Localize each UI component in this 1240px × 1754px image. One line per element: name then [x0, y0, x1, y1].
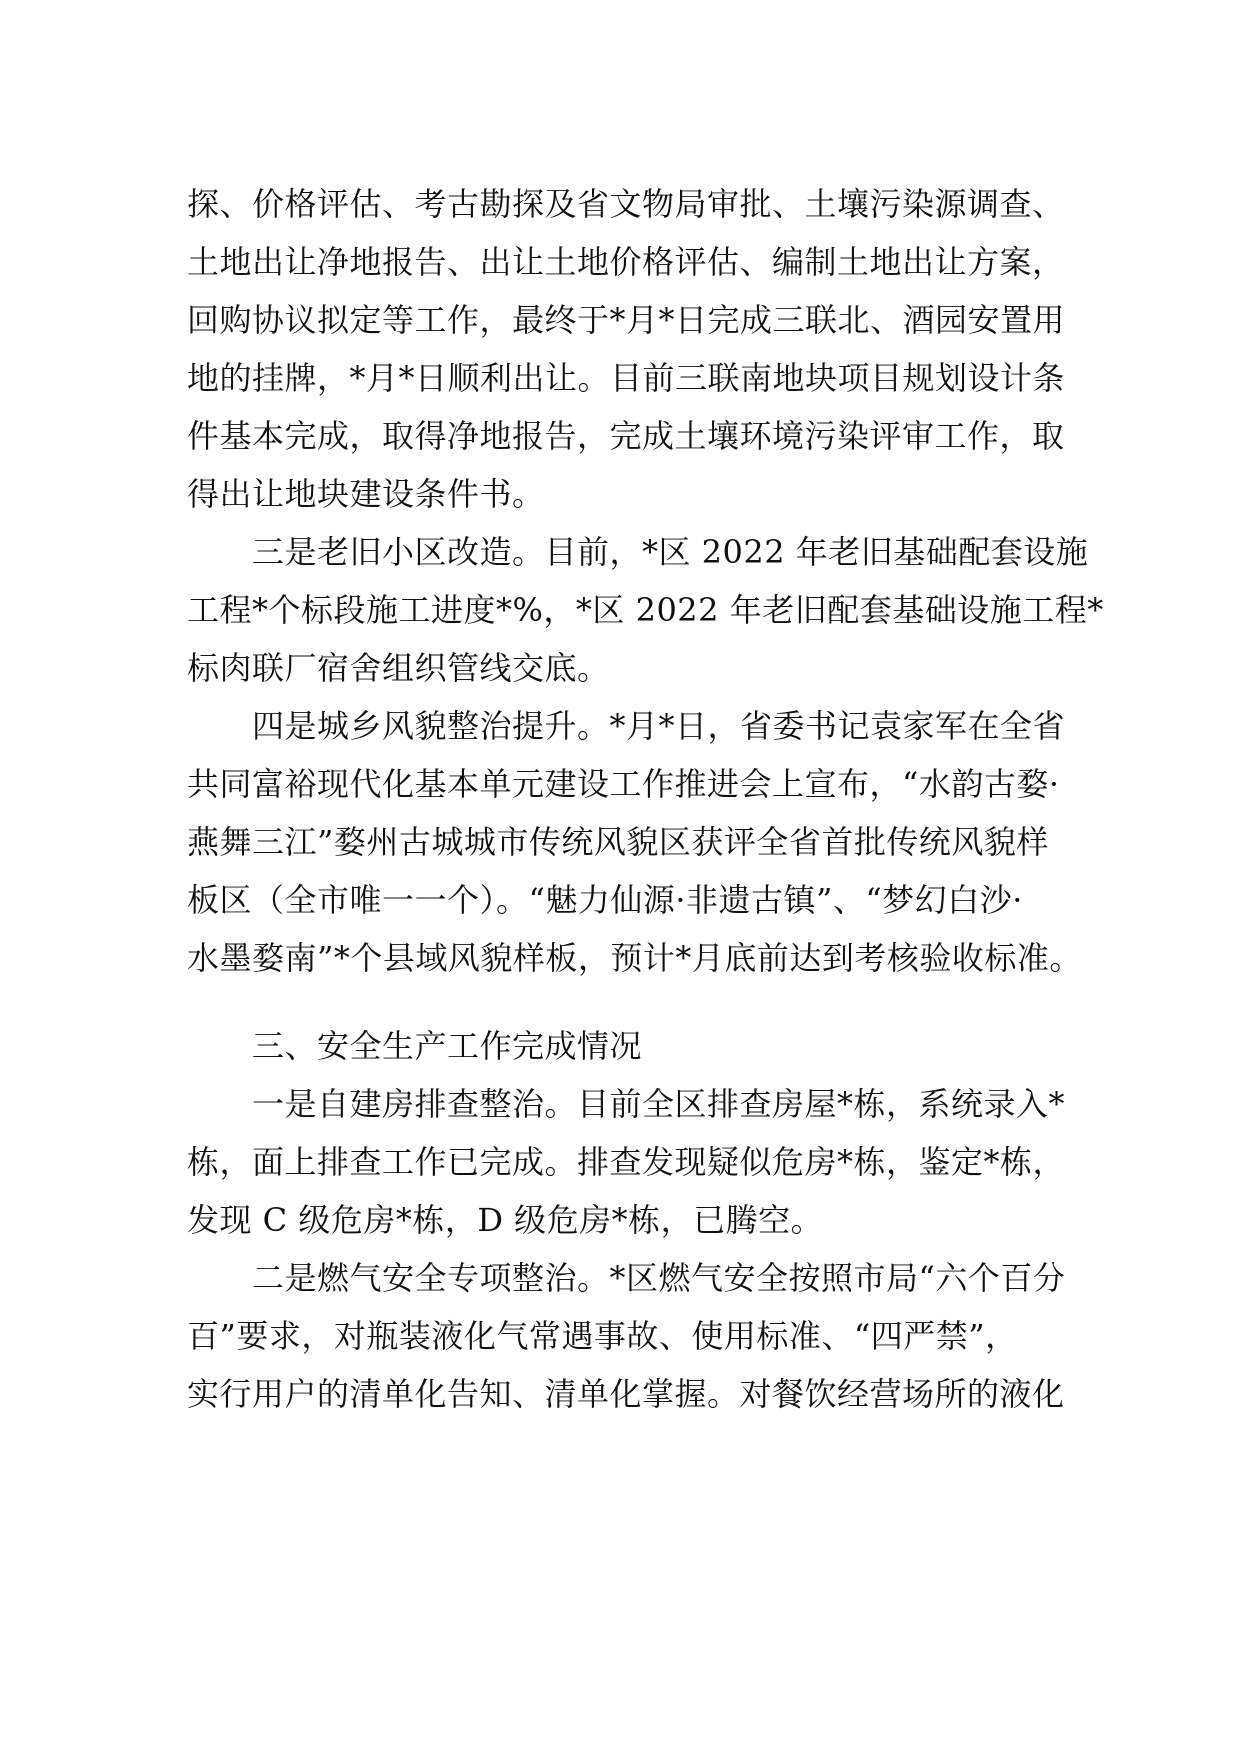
paragraph-line: 四是城乡风貌整治提升。*月*日，省委书记袁家军在全省: [252, 707, 1066, 745]
paragraph-line: 工程*个标段施工进度*%，*区 2022 年老旧配套基础设施工程*: [187, 591, 1104, 629]
paragraph-line: 百”要求，对瓶装液化气常遇事故、使用标准、“四严禁”，: [187, 1317, 1018, 1355]
paragraph-line: 发现 C 级危房*栋，D 级危房*栋，已腾空。: [187, 1201, 824, 1239]
paragraph-line: 实行用户的清单化告知、清单化掌握。对餐饮经营场所的液化: [187, 1375, 1065, 1413]
paragraph-line: 共同富裕现代化基本单元建设工作推进会上宣布，“水韵古婺·: [187, 765, 1060, 803]
paragraph-line: 三是老旧小区改造。目前，*区 2022 年老旧基础配套设施: [252, 533, 1089, 571]
paragraph-line: 土地出让净地报告、出让土地价格评估、编制土地出让方案，: [187, 243, 1065, 281]
paragraph-line: 一是自建房排查整治。目前全区排查房屋*栋，系统录入*: [252, 1085, 1066, 1123]
paragraph-line: 燕舞三江”婺州古城城市传统风貌区获评全省首批传统风貌样: [187, 823, 1049, 861]
paragraph-line: 地的挂牌，*月*日顺利出让。目前三联南地块项目规划设计条: [187, 359, 1066, 397]
paragraph-line: 件基本完成，取得净地报告，完成土壤环境污染评审工作，取: [187, 417, 1065, 455]
paragraph-line: 二是燃气安全专项整治。*区燃气安全按照市局“六个百分: [252, 1259, 1066, 1297]
paragraph-line: 标肉联厂宿舍组织管线交底。: [187, 649, 610, 687]
paragraph-line: 探、价格评估、考古勘探及省文物局审批、土壤污染源调查、: [187, 185, 1065, 223]
paragraph-line: 栋，面上排查工作已完成。排查发现疑似危房*栋，鉴定*栋，: [187, 1143, 1066, 1181]
section-heading: 三、安全生产工作完成情况: [252, 1027, 643, 1065]
paragraph-line: 回购协议拟定等工作，最终于*月*日完成三联北、酒园安置用: [187, 301, 1066, 339]
paragraph-line: 得出让地块建设条件书。: [187, 475, 545, 513]
paragraph-line: 板区（全市唯一一个）。“魅力仙源·非遗古镇”、“梦幻白沙·: [187, 881, 1023, 919]
paragraph-line: 水墨婺南”*个县域风貌样板，预计*月底前达到考核验收标准。: [187, 939, 1082, 977]
